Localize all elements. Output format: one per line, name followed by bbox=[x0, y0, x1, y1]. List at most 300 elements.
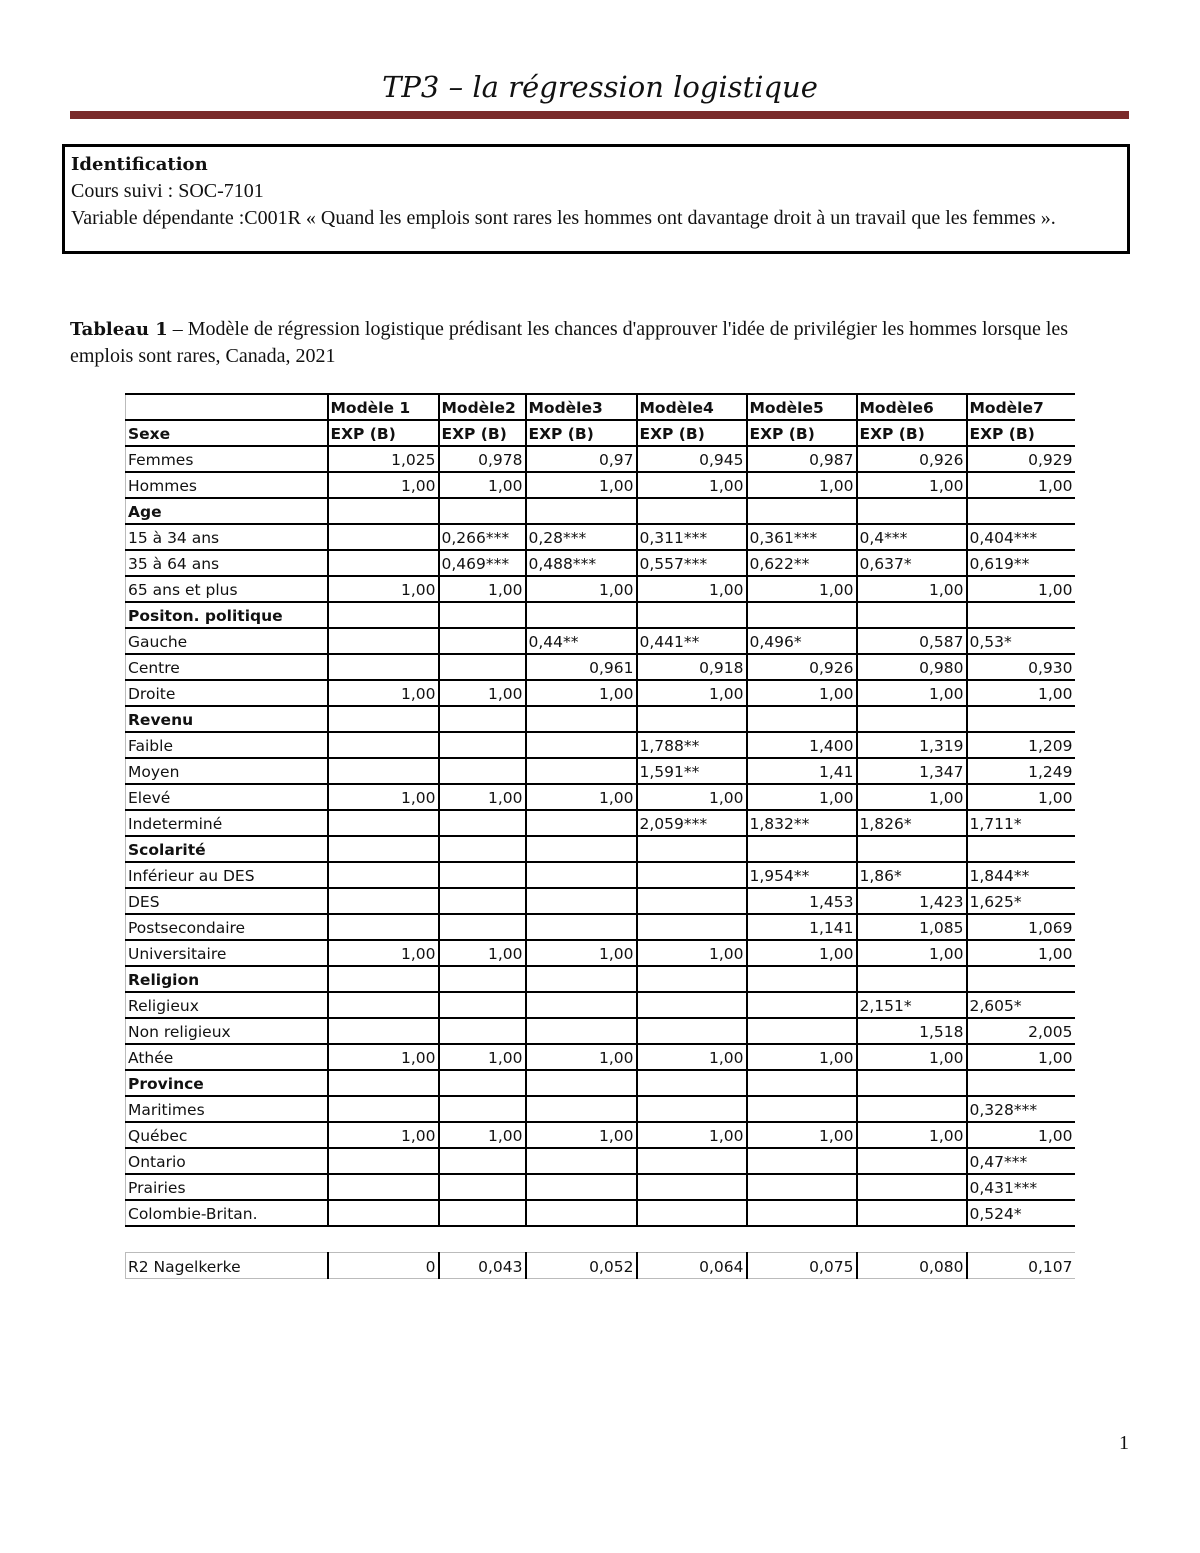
value-cell bbox=[637, 1200, 747, 1226]
value-cell: 0,926 bbox=[857, 446, 967, 472]
value-cell bbox=[967, 706, 1075, 732]
value-cell bbox=[526, 1096, 637, 1122]
value-cell bbox=[747, 498, 857, 524]
identification-box bbox=[62, 144, 1130, 254]
value-cell bbox=[439, 1096, 526, 1122]
stat-header-cell: EXP (B) bbox=[637, 420, 747, 446]
value-cell: 0,311*** bbox=[637, 524, 747, 550]
value-cell: 0,469*** bbox=[439, 550, 526, 576]
value-cell bbox=[328, 914, 439, 940]
row-label: Scolarité bbox=[126, 836, 328, 862]
value-cell: 0,431*** bbox=[967, 1174, 1075, 1200]
row-label: 35 à 64 ans bbox=[126, 550, 328, 576]
row-label: R2 Nagelkerke bbox=[126, 1252, 328, 1278]
value-cell: 1,00 bbox=[747, 472, 857, 498]
value-cell bbox=[328, 498, 439, 524]
value-cell bbox=[439, 810, 526, 836]
value-cell: 1,00 bbox=[439, 576, 526, 602]
table-row bbox=[126, 784, 1075, 810]
row-label: Religieux bbox=[126, 992, 328, 1018]
table-row bbox=[126, 1096, 1075, 1122]
stat-header-cell: EXP (B) bbox=[747, 420, 857, 446]
value-cell bbox=[747, 992, 857, 1018]
category-row bbox=[126, 836, 1075, 862]
table-row bbox=[126, 862, 1075, 888]
value-cell bbox=[526, 992, 637, 1018]
value-cell: 1,00 bbox=[439, 680, 526, 706]
row-label: 15 à 34 ans bbox=[126, 524, 328, 550]
value-cell bbox=[439, 862, 526, 888]
value-cell: 0,930 bbox=[967, 654, 1075, 680]
value-cell bbox=[439, 914, 526, 940]
value-cell: 1,00 bbox=[439, 784, 526, 810]
value-cell: 2,605* bbox=[967, 992, 1075, 1018]
value-cell: 1,00 bbox=[328, 784, 439, 810]
value-cell: 0,961 bbox=[526, 654, 637, 680]
value-cell bbox=[747, 836, 857, 862]
value-cell: 1,00 bbox=[439, 940, 526, 966]
value-cell bbox=[857, 602, 967, 628]
value-cell: 1,844** bbox=[967, 862, 1075, 888]
value-cell: 1,00 bbox=[328, 1044, 439, 1070]
value-cell bbox=[747, 602, 857, 628]
row-label: Prairies bbox=[126, 1174, 328, 1200]
value-cell bbox=[857, 498, 967, 524]
row-label: Inférieur au DES bbox=[126, 862, 328, 888]
model-header-row bbox=[126, 394, 1075, 420]
table-row bbox=[126, 1018, 1075, 1044]
value-cell: 0,266*** bbox=[439, 524, 526, 550]
value-cell: 1,00 bbox=[637, 784, 747, 810]
value-cell bbox=[857, 706, 967, 732]
row-label: Gauche bbox=[126, 628, 328, 654]
value-cell bbox=[637, 498, 747, 524]
value-cell: 0,44** bbox=[526, 628, 637, 654]
spacer-cell bbox=[637, 1226, 747, 1252]
value-cell bbox=[328, 706, 439, 732]
model-header-cell: Modèle6 bbox=[857, 394, 967, 420]
page-title: TP3 – la régression logistique bbox=[382, 70, 818, 104]
value-cell: 0,637* bbox=[857, 550, 967, 576]
value-cell bbox=[526, 1148, 637, 1174]
value-cell: 1,00 bbox=[857, 1044, 967, 1070]
row-label: Droite bbox=[126, 680, 328, 706]
table-caption-label: Tableau 1 bbox=[70, 319, 168, 340]
value-cell bbox=[328, 628, 439, 654]
table-row bbox=[126, 888, 1075, 914]
value-cell: 1,954** bbox=[747, 862, 857, 888]
value-cell: 0,075 bbox=[747, 1252, 857, 1278]
value-cell: 0,052 bbox=[526, 1252, 637, 1278]
row-label: Centre bbox=[126, 654, 328, 680]
value-cell bbox=[328, 1148, 439, 1174]
value-cell bbox=[328, 888, 439, 914]
model-header-cell: Modèle7 bbox=[967, 394, 1075, 420]
value-cell: 1,41 bbox=[747, 758, 857, 784]
value-cell: 1,209 bbox=[967, 732, 1075, 758]
value-cell: 1,00 bbox=[857, 680, 967, 706]
category-row bbox=[126, 498, 1075, 524]
value-cell bbox=[526, 1200, 637, 1226]
row-label: Femmes bbox=[126, 446, 328, 472]
value-cell bbox=[967, 498, 1075, 524]
value-cell bbox=[439, 1174, 526, 1200]
value-cell bbox=[328, 966, 439, 992]
value-cell: 1,00 bbox=[328, 1122, 439, 1148]
value-cell: 1,00 bbox=[857, 576, 967, 602]
value-cell: 1,141 bbox=[747, 914, 857, 940]
value-cell bbox=[747, 966, 857, 992]
value-cell: 1,711* bbox=[967, 810, 1075, 836]
value-cell bbox=[328, 810, 439, 836]
table-row bbox=[126, 1122, 1075, 1148]
value-cell bbox=[637, 1148, 747, 1174]
spacer-cell bbox=[747, 1226, 857, 1252]
value-cell bbox=[328, 836, 439, 862]
table-row bbox=[126, 524, 1075, 550]
spacer-cell bbox=[439, 1226, 526, 1252]
value-cell: 2,059*** bbox=[637, 810, 747, 836]
value-cell: 0,587 bbox=[857, 628, 967, 654]
value-cell bbox=[526, 1174, 637, 1200]
table-row bbox=[126, 654, 1075, 680]
value-cell: 1,00 bbox=[967, 940, 1075, 966]
value-cell: 1,00 bbox=[439, 472, 526, 498]
table-caption bbox=[70, 316, 1130, 370]
value-cell bbox=[526, 888, 637, 914]
stat-header-cell: EXP (B) bbox=[439, 420, 526, 446]
value-cell bbox=[439, 836, 526, 862]
row-label: Province bbox=[126, 1070, 328, 1096]
value-cell: 1,00 bbox=[526, 576, 637, 602]
value-cell: 1,00 bbox=[526, 784, 637, 810]
model-header-cell: Modèle4 bbox=[637, 394, 747, 420]
value-cell: 1,00 bbox=[637, 680, 747, 706]
value-cell: 1,453 bbox=[747, 888, 857, 914]
row-label: Sexe bbox=[126, 420, 328, 446]
value-cell: 1,00 bbox=[747, 576, 857, 602]
value-cell bbox=[637, 1018, 747, 1044]
value-cell: 0,47*** bbox=[967, 1148, 1075, 1174]
value-cell: 1,00 bbox=[857, 472, 967, 498]
value-cell: 0,557*** bbox=[637, 550, 747, 576]
stat-header-cell: EXP (B) bbox=[328, 420, 439, 446]
spacer-cell bbox=[126, 1226, 328, 1252]
value-cell: 0,080 bbox=[857, 1252, 967, 1278]
course-line: Cours suivi : SOC-7101 bbox=[71, 180, 264, 202]
table-row bbox=[126, 1044, 1075, 1070]
value-cell bbox=[637, 602, 747, 628]
row-label: Religion bbox=[126, 966, 328, 992]
value-cell bbox=[747, 1096, 857, 1122]
value-cell: 1,00 bbox=[526, 1122, 637, 1148]
value-cell bbox=[328, 654, 439, 680]
row-label: Indeterminé bbox=[126, 810, 328, 836]
value-cell bbox=[637, 914, 747, 940]
value-cell bbox=[637, 836, 747, 862]
row-label: Colombie-Britan. bbox=[126, 1200, 328, 1226]
value-cell bbox=[747, 706, 857, 732]
value-cell: 0,043 bbox=[439, 1252, 526, 1278]
model-header-cell: Modèle5 bbox=[747, 394, 857, 420]
value-cell bbox=[637, 1096, 747, 1122]
value-cell: 1,249 bbox=[967, 758, 1075, 784]
table-row bbox=[126, 550, 1075, 576]
value-cell: 0,980 bbox=[857, 654, 967, 680]
value-cell: 1,00 bbox=[747, 680, 857, 706]
value-cell: 0,28*** bbox=[526, 524, 637, 550]
value-cell bbox=[967, 836, 1075, 862]
value-cell bbox=[439, 966, 526, 992]
value-cell bbox=[328, 524, 439, 550]
row-label: DES bbox=[126, 888, 328, 914]
value-cell bbox=[439, 992, 526, 1018]
value-cell: 1,00 bbox=[526, 940, 637, 966]
value-cell: 0,441** bbox=[637, 628, 747, 654]
category-row bbox=[126, 966, 1075, 992]
value-cell bbox=[637, 1070, 747, 1096]
value-cell bbox=[526, 966, 637, 992]
row-label: Revenu bbox=[126, 706, 328, 732]
value-cell bbox=[637, 862, 747, 888]
value-cell: 0,524* bbox=[967, 1200, 1075, 1226]
model-header-cell: Modèle3 bbox=[526, 394, 637, 420]
table-row bbox=[126, 1200, 1075, 1226]
stat-header-cell: EXP (B) bbox=[526, 420, 637, 446]
row-label: Postsecondaire bbox=[126, 914, 328, 940]
value-cell bbox=[857, 836, 967, 862]
value-cell: 0,929 bbox=[967, 446, 1075, 472]
row-label: Hommes bbox=[126, 472, 328, 498]
table-row bbox=[126, 472, 1075, 498]
value-cell: 1,86* bbox=[857, 862, 967, 888]
value-cell bbox=[637, 706, 747, 732]
spacer-cell bbox=[857, 1226, 967, 1252]
value-cell: 1,00 bbox=[637, 940, 747, 966]
value-cell bbox=[747, 1070, 857, 1096]
category-row bbox=[126, 1070, 1075, 1096]
value-cell bbox=[747, 1018, 857, 1044]
value-cell: 1,00 bbox=[526, 680, 637, 706]
value-cell: 1,518 bbox=[857, 1018, 967, 1044]
value-cell bbox=[439, 758, 526, 784]
table-row bbox=[126, 1148, 1075, 1174]
value-cell bbox=[637, 1174, 747, 1200]
value-cell bbox=[857, 1174, 967, 1200]
value-cell bbox=[439, 628, 526, 654]
value-cell: 1,423 bbox=[857, 888, 967, 914]
value-cell: 1,025 bbox=[328, 446, 439, 472]
value-cell: 1,832** bbox=[747, 810, 857, 836]
value-cell: 1,069 bbox=[967, 914, 1075, 940]
value-cell: 1,00 bbox=[747, 940, 857, 966]
table-caption-text: – Modèle de régression logistique prédisant les chances d'approuver l'idée de privilégier les hommes lorsque les emplois sont rares, Canada, 2021 bbox=[70, 318, 1069, 367]
value-cell: 1,00 bbox=[967, 680, 1075, 706]
spacer-cell bbox=[328, 1226, 439, 1252]
value-cell: 0,987 bbox=[747, 446, 857, 472]
value-cell bbox=[439, 498, 526, 524]
value-cell: 1,400 bbox=[747, 732, 857, 758]
value-cell: 1,00 bbox=[857, 784, 967, 810]
value-cell bbox=[328, 602, 439, 628]
value-cell: 0,064 bbox=[637, 1252, 747, 1278]
value-cell: 1,625* bbox=[967, 888, 1075, 914]
value-cell bbox=[328, 862, 439, 888]
value-cell: 1,00 bbox=[747, 784, 857, 810]
value-cell bbox=[747, 1200, 857, 1226]
row-label: Ontario bbox=[126, 1148, 328, 1174]
value-cell bbox=[526, 1018, 637, 1044]
value-cell: 1,00 bbox=[857, 1122, 967, 1148]
table-row bbox=[126, 992, 1075, 1018]
row-label: Faible bbox=[126, 732, 328, 758]
value-cell: 1,00 bbox=[637, 1044, 747, 1070]
value-cell: 0,926 bbox=[747, 654, 857, 680]
value-cell: 1,00 bbox=[637, 576, 747, 602]
value-cell bbox=[439, 1070, 526, 1096]
value-cell bbox=[439, 1200, 526, 1226]
value-cell bbox=[328, 758, 439, 784]
value-cell bbox=[857, 1070, 967, 1096]
value-cell: 1,826* bbox=[857, 810, 967, 836]
value-cell bbox=[439, 706, 526, 732]
value-cell bbox=[526, 498, 637, 524]
value-cell bbox=[328, 732, 439, 758]
value-cell: 1,085 bbox=[857, 914, 967, 940]
value-cell bbox=[857, 1200, 967, 1226]
row-label: Age bbox=[126, 498, 328, 524]
value-cell: 1,00 bbox=[857, 940, 967, 966]
value-cell bbox=[637, 992, 747, 1018]
value-cell: 1,00 bbox=[328, 680, 439, 706]
value-cell: 0,4*** bbox=[857, 524, 967, 550]
value-cell: 1,00 bbox=[967, 784, 1075, 810]
value-cell: 1,00 bbox=[747, 1122, 857, 1148]
spacer-row bbox=[126, 1226, 1075, 1252]
value-cell bbox=[526, 862, 637, 888]
stat-header-row bbox=[126, 420, 1075, 446]
value-cell bbox=[526, 732, 637, 758]
value-cell bbox=[967, 966, 1075, 992]
value-cell bbox=[857, 1096, 967, 1122]
value-cell: 0,404*** bbox=[967, 524, 1075, 550]
value-cell bbox=[526, 706, 637, 732]
table-row bbox=[126, 940, 1075, 966]
value-cell bbox=[967, 602, 1075, 628]
value-cell bbox=[439, 888, 526, 914]
value-cell: 0,488*** bbox=[526, 550, 637, 576]
value-cell bbox=[328, 992, 439, 1018]
table-row bbox=[126, 810, 1075, 836]
row-label: Positon. politique bbox=[126, 602, 328, 628]
value-cell: 1,00 bbox=[328, 940, 439, 966]
value-cell: 1,00 bbox=[637, 472, 747, 498]
value-cell bbox=[967, 1070, 1075, 1096]
model-header-cell: Modèle2 bbox=[439, 394, 526, 420]
value-cell bbox=[857, 966, 967, 992]
table-row bbox=[126, 732, 1075, 758]
value-cell bbox=[526, 810, 637, 836]
value-cell: 0,328*** bbox=[967, 1096, 1075, 1122]
value-cell bbox=[526, 602, 637, 628]
regression-table bbox=[125, 393, 1075, 1279]
value-cell bbox=[857, 1148, 967, 1174]
model-header-cell: Modèle 1 bbox=[328, 394, 439, 420]
value-cell: 1,00 bbox=[747, 1044, 857, 1070]
spacer-cell bbox=[967, 1226, 1075, 1252]
value-cell: 0,622** bbox=[747, 550, 857, 576]
value-cell: 1,788** bbox=[637, 732, 747, 758]
table-row bbox=[126, 1174, 1075, 1200]
value-cell: 1,00 bbox=[526, 472, 637, 498]
value-cell: 2,005 bbox=[967, 1018, 1075, 1044]
dependent-variable-line: Variable dépendante :C001R « Quand les emplois sont rares les hommes ont davantage droit à un travail que les femmes ». bbox=[71, 207, 1056, 229]
value-cell bbox=[328, 1018, 439, 1044]
value-cell: 1,00 bbox=[328, 472, 439, 498]
value-cell bbox=[637, 966, 747, 992]
stat-header-cell: EXP (B) bbox=[967, 420, 1075, 446]
row-label: Non religieux bbox=[126, 1018, 328, 1044]
value-cell bbox=[328, 550, 439, 576]
header-corner-cell bbox=[126, 394, 328, 420]
value-cell: 0,918 bbox=[637, 654, 747, 680]
value-cell: 1,00 bbox=[526, 1044, 637, 1070]
value-cell bbox=[637, 888, 747, 914]
value-cell bbox=[328, 1096, 439, 1122]
value-cell: 1,00 bbox=[439, 1122, 526, 1148]
table-row bbox=[126, 758, 1075, 784]
page-number: 1 bbox=[1119, 1432, 1129, 1454]
value-cell: 1,347 bbox=[857, 758, 967, 784]
value-cell bbox=[439, 654, 526, 680]
value-cell: 0,107 bbox=[967, 1252, 1075, 1278]
category-row bbox=[126, 706, 1075, 732]
value-cell: 1,00 bbox=[967, 472, 1075, 498]
table-row bbox=[126, 914, 1075, 940]
value-cell: 2,151* bbox=[857, 992, 967, 1018]
value-cell bbox=[526, 758, 637, 784]
value-cell: 0,619** bbox=[967, 550, 1075, 576]
value-cell: 0,97 bbox=[526, 446, 637, 472]
value-cell: 1,00 bbox=[967, 1122, 1075, 1148]
row-label: Moyen bbox=[126, 758, 328, 784]
value-cell bbox=[328, 1070, 439, 1096]
value-cell bbox=[328, 1200, 439, 1226]
value-cell: 1,00 bbox=[328, 576, 439, 602]
value-cell bbox=[439, 732, 526, 758]
value-cell: 0,361*** bbox=[747, 524, 857, 550]
value-cell bbox=[439, 602, 526, 628]
row-label: Québec bbox=[126, 1122, 328, 1148]
stat-header-cell: EXP (B) bbox=[857, 420, 967, 446]
table-row bbox=[126, 576, 1075, 602]
value-cell bbox=[439, 1018, 526, 1044]
table-row bbox=[126, 680, 1075, 706]
value-cell bbox=[526, 836, 637, 862]
value-cell bbox=[747, 1148, 857, 1174]
value-cell: 1,319 bbox=[857, 732, 967, 758]
value-cell: 1,591** bbox=[637, 758, 747, 784]
category-row bbox=[126, 602, 1075, 628]
row-label: 65 ans et plus bbox=[126, 576, 328, 602]
row-label: Maritimes bbox=[126, 1096, 328, 1122]
value-cell: 1,00 bbox=[637, 1122, 747, 1148]
row-label: Universitaire bbox=[126, 940, 328, 966]
value-cell: 1,00 bbox=[967, 1044, 1075, 1070]
value-cell: 1,00 bbox=[439, 1044, 526, 1070]
value-cell bbox=[526, 1070, 637, 1096]
row-label: Elevé bbox=[126, 784, 328, 810]
